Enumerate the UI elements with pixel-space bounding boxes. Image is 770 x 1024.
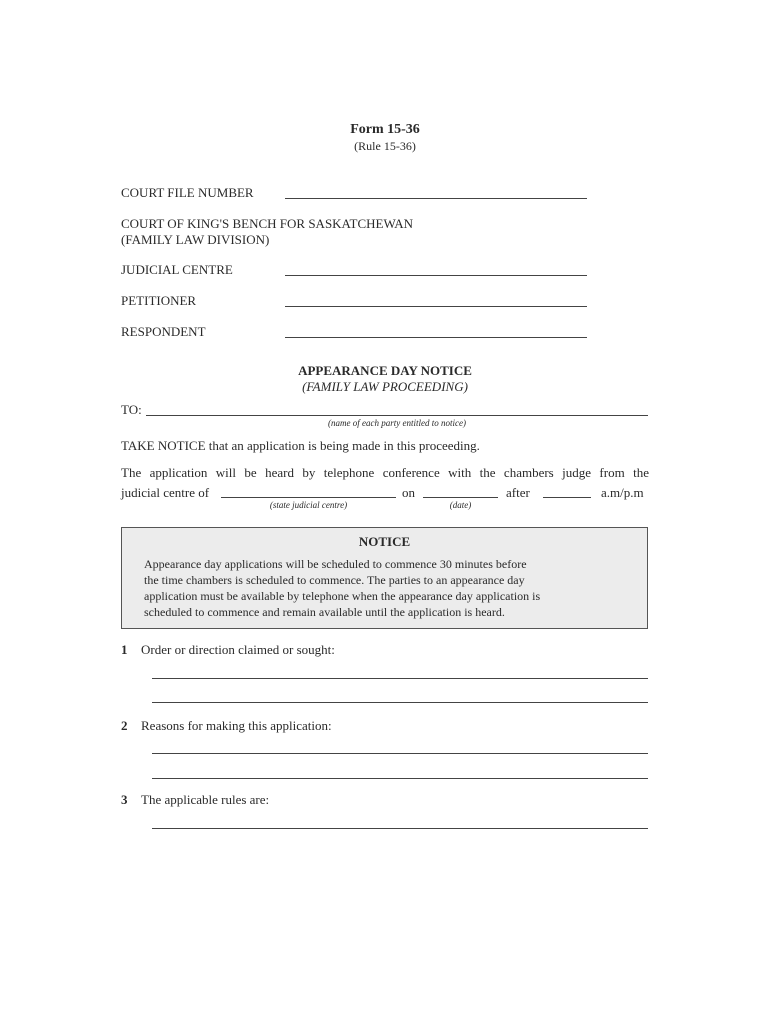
hearing-date-field[interactable] (423, 497, 498, 498)
respondent-label: RESPONDENT (121, 324, 206, 339)
notice-title: APPEARANCE DAY NOTICE (298, 363, 472, 378)
to-label: TO: (121, 402, 142, 417)
rule-reference: (Rule 15-36) (354, 139, 416, 153)
notice-box (121, 527, 648, 629)
to-field[interactable] (146, 415, 648, 416)
item-number: 3 (121, 792, 128, 807)
ampm-label: a.m/p.m (601, 485, 644, 500)
rules-field-line[interactable] (152, 828, 648, 829)
item-label-rules: The applicable rules are: (141, 792, 270, 807)
hearing-text: The application will be heard by telephone conference with the chambers judge from the (121, 465, 649, 480)
on-label: on (402, 485, 415, 500)
judicial-centre-of-label: judicial centre of (121, 485, 210, 500)
order-field-line[interactable] (152, 678, 648, 679)
hearing-centre-field[interactable] (221, 497, 396, 498)
judicial-centre-label: JUDICIAL CENTRE (121, 262, 233, 277)
item-label-reasons: Reasons for making this application: (141, 718, 332, 733)
notice-subtitle: (FAMILY LAW PROCEEDING) (302, 379, 468, 394)
after-label: after (506, 485, 530, 500)
date-caption: (date) (449, 500, 472, 510)
notice-line-3: application must be available by telephone when the appearance day application is (144, 589, 541, 603)
item-label-order: Order or direction claimed or sought: (141, 642, 335, 657)
item-number: 1 (121, 642, 128, 657)
reasons-field-line[interactable] (152, 778, 648, 779)
notice-line-1: Appearance day applications will be scheduled to commence 30 minutes before (144, 557, 527, 571)
court-name: COURT OF KING'S BENCH FOR SASKATCHEWAN (121, 216, 414, 231)
petitioner-field[interactable] (285, 306, 587, 307)
to-caption: (name of each party entitled to notice) (328, 418, 466, 428)
court-division: (FAMILY LAW DIVISION) (121, 232, 270, 247)
hearing-time-field[interactable] (543, 497, 591, 498)
form-title: Form 15-36 (350, 122, 420, 137)
order-field-line[interactable] (152, 702, 648, 703)
item-number: 2 (121, 718, 128, 733)
petitioner-label: PETITIONER (121, 293, 197, 308)
judicial-centre-field[interactable] (285, 275, 587, 276)
notice-line-2: the time chambers is scheduled to commence. The parties to an appearance day (144, 573, 525, 587)
respondent-field[interactable] (285, 337, 587, 338)
reasons-field-line[interactable] (152, 753, 648, 754)
notice-heading: NOTICE (358, 534, 411, 549)
court-file-number-label: COURT FILE NUMBER (121, 185, 254, 200)
court-file-number-field[interactable] (285, 198, 587, 199)
centre-caption: (state judicial centre) (269, 500, 348, 510)
notice-line-4: scheduled to commence and remain available until the application is heard. (144, 605, 505, 619)
take-notice-text: TAKE NOTICE that an application is being made in this proceeding. (121, 438, 480, 453)
